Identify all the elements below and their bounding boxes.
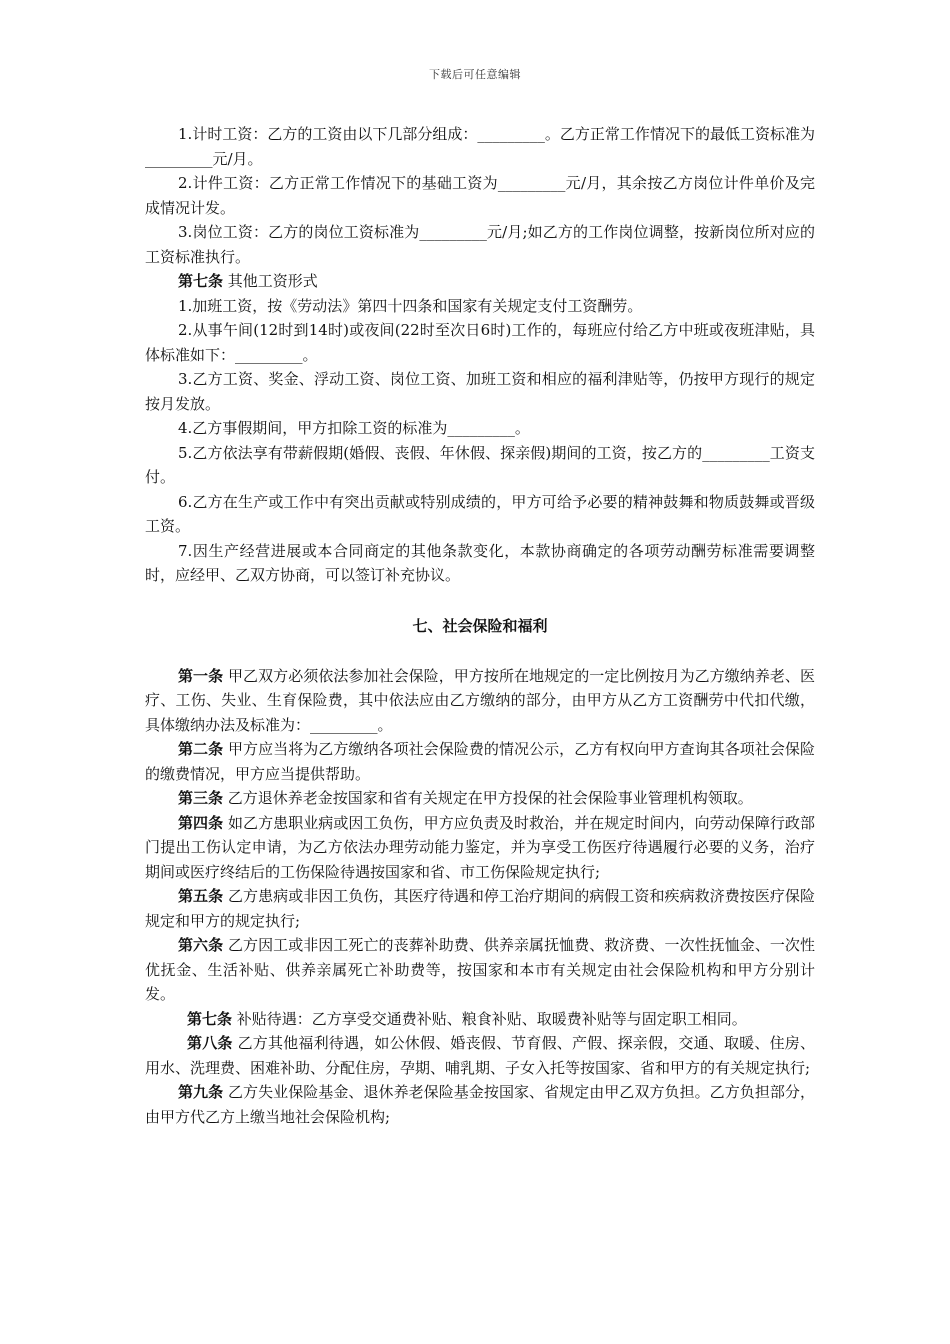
article-label: 第七条 — [187, 1009, 233, 1028]
article-text: 甲乙双方必须依法参加社会保险，甲方按所在地规定的一定比例按月为乙方缴纳养老、医疗、工伤、失业、生育保险费，其中依法应由乙方缴纳的部分，由甲方从乙方工资酬劳中代扣代缴，具体缴纳办法及标准为：_________。 — [145, 666, 815, 734]
article-label: 第九条 — [178, 1083, 224, 1101]
article-text: 甲方应当将为乙方缴纳各项社会保险费的情况公示，乙方有权向甲方查询其各项社会保险的缴费情况，甲方应当提供帮助。 — [145, 740, 815, 783]
document-body — [145, 122, 815, 1129]
insurance-article — [145, 1031, 815, 1080]
article-7-item: 1.加班工资，按《劳动法》第四十四条和国家有关规定支付工资酬劳。 — [178, 296, 643, 315]
article-7-item: 3.乙方工资、奖金、浮动工资、岗位工资、加班工资和相应的福利津贴等，仍按甲方现行的规定按月发放。 — [145, 370, 815, 413]
article-7-heading — [145, 269, 815, 294]
article-text: 乙方患病或非因工负伤，其医疗待遇和停工治疗期间的病假工资和疾病救济费按医疗保险规定和甲方的规定执行; — [145, 887, 815, 930]
article-label: 第二条 — [178, 740, 224, 758]
article-label: 第六条 — [178, 936, 224, 954]
insurance-article — [145, 1080, 815, 1129]
article-7-item: 5.乙方依法享有带薪假期(婚假、丧假、年休假、探亲假)期间的工资，按乙方的_________工资支付。 — [145, 443, 815, 486]
article-label: 第五条 — [178, 887, 224, 905]
wage-item: 2.计件工资：乙方正常工作情况下的基础工资为_________元/月，其余按乙方岗位计件单价及完成情况计发。 — [145, 174, 815, 217]
insurance-article — [145, 737, 815, 786]
insurance-article — [145, 664, 815, 738]
article-7-item: 7.因生产经营进展或本合同商定的其他条款变化，本款协商确定的各项劳动酬劳标准需要调整时，应经甲、乙双方协商，可以签订补充协议。 — [145, 541, 815, 584]
wage-item: 3.岗位工资：乙方的岗位工资标准为_________元/月;如乙方的工作岗位调整，按新岗位所对应的工资标准执行。 — [145, 223, 815, 266]
insurance-article — [145, 933, 815, 1007]
article-text: 乙方失业保险基金、退休养老保险基金按国家、省规定由甲乙双方负担。乙方负担部分，由甲方代乙方上缴当地社会保险机构; — [145, 1083, 815, 1126]
insurance-article — [145, 786, 815, 811]
wage-item: 1.计时工资：乙方的工资由以下几部分组成：_________。乙方正常工作情况下的最低工资标准为_________元/月。 — [145, 125, 815, 168]
insurance-article — [145, 811, 815, 885]
article-label: 第八条 — [187, 1034, 233, 1052]
article-text: 乙方退休养老金按国家和省有关规定在甲方投保的社会保险事业管理机构领取。 — [223, 789, 753, 807]
article-text: 乙方因工或非因工死亡的丧葬补助费、供养亲属抚恤费、救济费、一次性抚恤金、一次性优抚金、生活补贴、供养亲属死亡补助费等，按国家和本市有关规定由社会保险机构和甲方分别计发。 — [145, 936, 815, 1003]
article-text: 如乙方患职业病或因工负伤，甲方应负责及时救治，并在规定时间内，向劳动保障行政部门提出工伤认定申请，为乙方依法办理劳动能力鉴定，并为享受工伤医疗待遇履行必要的义务，治疗期间或医疗终结后的工伤保险待遇按国家和省、市工伤保险规定执行; — [145, 813, 815, 881]
article-label: 第四条 — [178, 813, 224, 832]
article-label: 第一条 — [178, 666, 224, 685]
section-title: 七、社会保险和福利 — [412, 616, 548, 635]
article-text: 补贴待遇：乙方享受交通费补贴、粮食补贴、取暖费补贴等与固定职工相同。 — [232, 1009, 747, 1028]
article-7-item: 4.乙方事假期间，甲方扣除工资的标准为_________。 — [178, 419, 530, 437]
article-label: 第三条 — [178, 789, 224, 807]
article-text: 乙方其他福利待遇，如公休假、婚丧假、节育假、产假、探亲假，交通、取暖、住房、用水、洗理费、困难补助、分配住房，孕期、哺乳期、子女入托等按国家、省和甲方的有关规定执行; — [145, 1034, 815, 1077]
article-7-item: 2.从事午间(12时到14时)或夜间(22时至次日6时)工作的，每班应付给乙方中班或夜班津贴，具体标准如下：_________。 — [145, 321, 815, 364]
article-label: 第七条 — [178, 272, 224, 290]
insurance-article — [145, 1007, 815, 1032]
page-header: 下载后可任意编辑 — [429, 68, 521, 81]
article-7-item: 6.乙方在生产或工作中有突出贡献或特别成绩的，甲方可给予必要的精神鼓舞和物质鼓舞或晋级工资。 — [145, 492, 815, 535]
insurance-article — [145, 884, 815, 933]
article-title: 其他工资形式 — [223, 272, 318, 290]
